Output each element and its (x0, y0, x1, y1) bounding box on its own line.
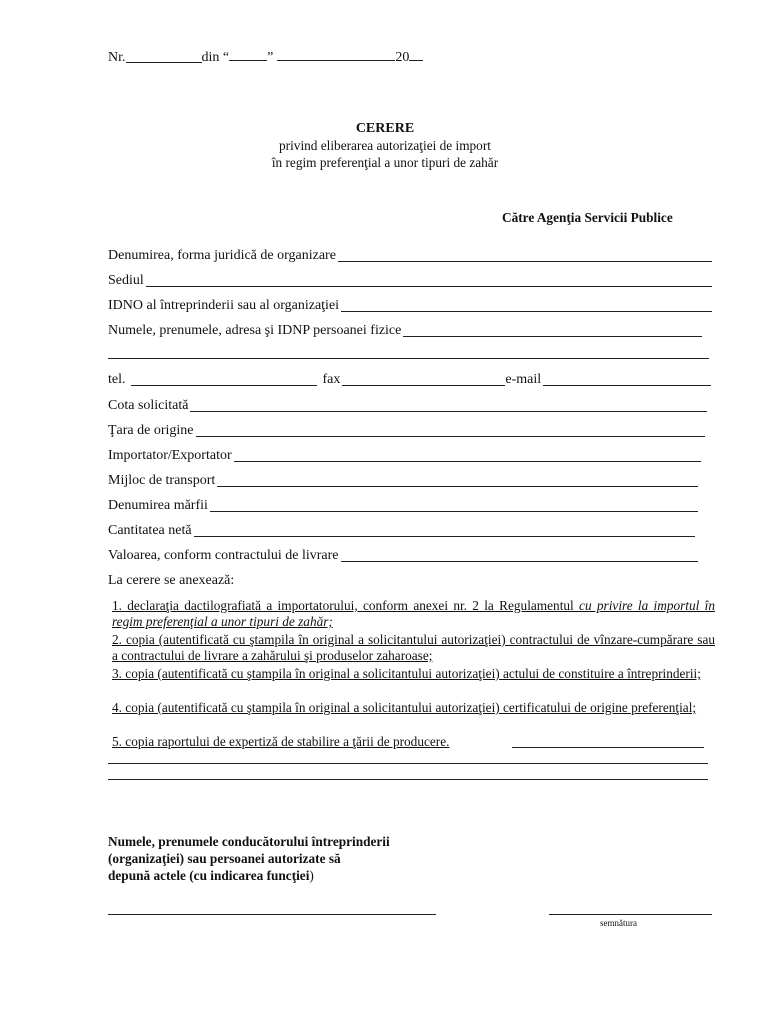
nr-blank[interactable] (126, 62, 202, 63)
fax-fill[interactable] (342, 385, 505, 386)
field-person-details[interactable] (108, 321, 702, 339)
annex-item-1-text: 1. declaraţia dactilografiată a importatorului, conform anexei nr. 2 la Regulamentul (112, 598, 580, 613)
annex-item-1-regulation: cu privire la importul în regim preferenţial a unor tipuri de zahăr; (112, 598, 715, 629)
year-blank[interactable] (409, 60, 423, 61)
signature-line[interactable] (549, 914, 712, 915)
field-label: Sediul (108, 273, 144, 288)
fill-line[interactable] (146, 286, 712, 287)
quote-close: ” (267, 50, 274, 65)
signatory-line-3 (108, 868, 314, 884)
signature-caption: semnătura (600, 918, 637, 928)
field-goods-name[interactable] (108, 496, 698, 514)
nr-label: Nr. (108, 50, 126, 65)
annex-item-5: 5. copia raportului de expertiză de stabilire a ţării de producere. (112, 734, 450, 749)
document-number-line (108, 50, 423, 66)
field-label: Numele, prenumele, adresa şi IDNP persoanei fizice (108, 323, 402, 338)
field-label: Cantitatea netă (108, 523, 192, 538)
fax-label: fax (322, 372, 341, 387)
year-prefix: 20 (395, 50, 410, 65)
document-subtitle-2: în regim preferenţial a unor tipuri de zahăr (271, 155, 499, 170)
annex-intro: La cerere se anexează: (108, 573, 235, 588)
fill-line[interactable] (234, 461, 701, 462)
annex-item-5-fill[interactable] (512, 747, 704, 748)
day-blank[interactable] (229, 60, 267, 61)
fill-line[interactable] (196, 436, 705, 437)
field-label: Valoarea, conform contractului de livrare (108, 548, 339, 563)
annex-item-3: 3. copia (autentificată cu ştampila în original a solicitantului autorizaţiei) actului de constituire a întreprinderii; (112, 666, 701, 681)
field-label: Mijloc de transport (108, 473, 216, 488)
field-label: Cota solicitată (108, 398, 189, 413)
email-fill[interactable] (543, 385, 711, 386)
email-label: e-mail (505, 372, 542, 387)
fill-line[interactable] (217, 486, 698, 487)
recipient: Către Agenţia Servicii Publice (502, 210, 673, 225)
signatory-name-line[interactable] (108, 914, 436, 915)
field-label: Ţara de origine (108, 423, 194, 438)
signatory-line-3-text: depună actele (cu indicarea funcţiei (108, 868, 310, 883)
fill-line[interactable] (210, 511, 698, 512)
field-label: Importator/Exportator (108, 448, 232, 463)
document-subtitle-1: privind eliberarea autorizaţiei de import (279, 138, 491, 153)
month-blank[interactable] (277, 60, 395, 61)
din-label: din “ (201, 50, 230, 65)
tel-fill[interactable] (131, 385, 317, 386)
field-label: Denumirea mărfii (108, 498, 208, 513)
field-label: IDNO al întreprinderii sau al organizaţiei (108, 298, 340, 313)
signatory-line-3-close: ) (309, 868, 314, 883)
field-contact[interactable] (108, 370, 711, 388)
tel-label: tel. (108, 372, 126, 387)
field-country-of-origin[interactable] (108, 421, 705, 439)
field-requested-quota[interactable] (108, 396, 707, 414)
field-label: Denumirea, forma juridică de organizare (108, 248, 336, 263)
signatory-line-2: (organizaţiei) sau persoanei autorizate să (108, 851, 341, 866)
annex-item-4: 4. copia (autentificată cu ştampila în original a solicitantului autorizaţiei) certificatului de origine preferenţial; (112, 700, 697, 715)
field-legal-name[interactable] (108, 246, 712, 264)
fill-line[interactable] (190, 411, 707, 412)
field-importer-exporter[interactable] (108, 446, 701, 464)
extra-fill-line[interactable] (108, 358, 709, 359)
signatory-line-1: Numele, prenumele conducătorului întreprinderii (108, 834, 390, 849)
field-net-quantity[interactable] (108, 521, 695, 539)
fill-line[interactable] (194, 536, 695, 537)
annex-extra-line-1[interactable] (108, 763, 708, 764)
fill-line[interactable] (403, 336, 702, 337)
annex-item-1 (112, 598, 715, 630)
field-transport[interactable] (108, 471, 698, 489)
fill-line[interactable] (341, 561, 698, 562)
field-seat[interactable] (108, 271, 712, 289)
field-idno[interactable] (108, 296, 712, 314)
fill-line[interactable] (338, 261, 712, 262)
document-title: CERERE (355, 121, 415, 136)
field-contract-value[interactable] (108, 546, 698, 564)
annex-item-5-row (112, 734, 704, 750)
annex-item-2: 2. copia (autentificată cu ştampila în original a solicitantului autorizaţiei) contractului de vînzare-cumpărare sau a contractului de livrare a zahărului şi produselor zaharoase; (112, 632, 715, 663)
annex-extra-line-2[interactable] (108, 779, 708, 780)
fill-line[interactable] (341, 311, 712, 312)
